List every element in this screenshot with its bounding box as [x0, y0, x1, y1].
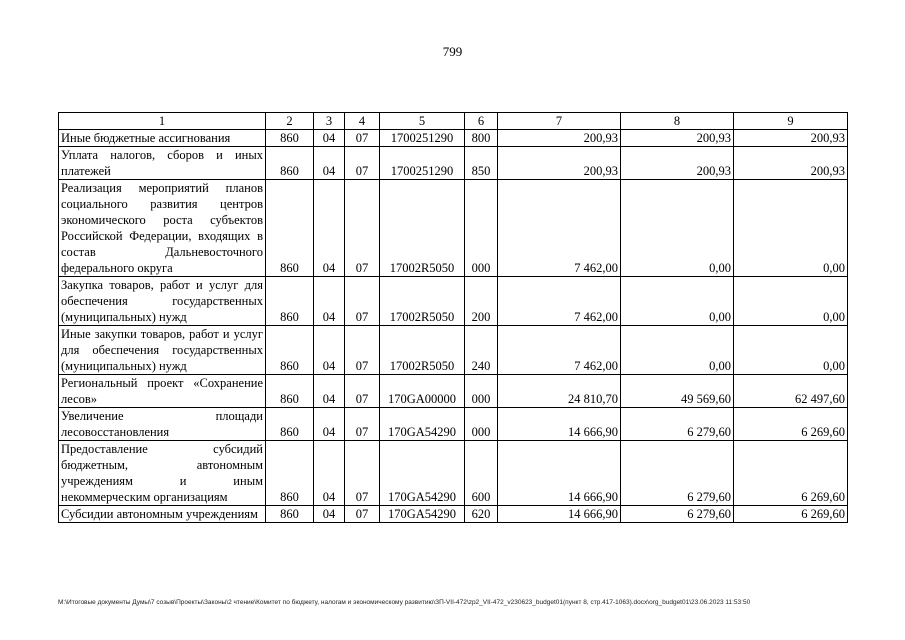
table-row: [59, 441, 848, 506]
cell-col-4: 07: [345, 326, 380, 375]
header-col-7: 7: [498, 113, 621, 130]
cell-col-7: 24 810,70: [498, 375, 621, 408]
cell-col-4: 07: [345, 506, 380, 523]
row-name: Субсидии автономным учреждениям: [59, 506, 266, 523]
cell-col-9: 0,00: [734, 326, 848, 375]
row-name: Иные закупки товаров, работ и услуг для обеспечения государственных (муниципальных) нужд: [59, 326, 266, 375]
row-name: Уплата налогов, сборов и иных платежей: [59, 147, 266, 180]
cell-col-5: 17002R5050: [380, 326, 465, 375]
table-row: [59, 277, 848, 326]
table-row: [59, 506, 848, 523]
cell-col-4: 07: [345, 375, 380, 408]
cell-col-8: 200,93: [621, 147, 734, 180]
cell-col-5: 1700251290: [380, 130, 465, 147]
table-row: [59, 408, 848, 441]
cell-col-6: 000: [465, 180, 498, 277]
cell-col-2: 860: [266, 408, 314, 441]
cell-col-9: 0,00: [734, 180, 848, 277]
cell-col-5: 170GA54290: [380, 408, 465, 441]
cell-col-5: 170GA54290: [380, 506, 465, 523]
table-row: [59, 147, 848, 180]
cell-col-8: 6 279,60: [621, 441, 734, 506]
cell-col-8: 0,00: [621, 277, 734, 326]
cell-col-6: 850: [465, 147, 498, 180]
cell-col-4: 07: [345, 441, 380, 506]
cell-col-6: 800: [465, 130, 498, 147]
cell-col-8: 49 569,60: [621, 375, 734, 408]
cell-col-9: 6 269,60: [734, 441, 848, 506]
cell-col-5: 170GA00000: [380, 375, 465, 408]
cell-col-3: 04: [314, 441, 345, 506]
header-col-9: 9: [734, 113, 848, 130]
cell-col-7: 14 666,90: [498, 441, 621, 506]
cell-col-3: 04: [314, 147, 345, 180]
header-col-2: 2: [266, 113, 314, 130]
cell-col-2: 860: [266, 441, 314, 506]
cell-col-7: 14 666,90: [498, 408, 621, 441]
row-name: Увеличение площади лесовосстановления: [59, 408, 266, 441]
cell-col-4: 07: [345, 408, 380, 441]
cell-col-6: 240: [465, 326, 498, 375]
cell-col-5: 170GA54290: [380, 441, 465, 506]
cell-col-9: 6 269,60: [734, 408, 848, 441]
cell-col-8: 0,00: [621, 180, 734, 277]
row-name: Закупка товаров, работ и услуг для обеспечения государственных (муниципальных) нужд: [59, 277, 266, 326]
cell-col-5: 17002R5050: [380, 277, 465, 326]
cell-col-4: 07: [345, 180, 380, 277]
cell-col-4: 07: [345, 130, 380, 147]
cell-col-3: 04: [314, 326, 345, 375]
cell-col-2: 860: [266, 506, 314, 523]
header-col-1: 1: [59, 113, 266, 130]
cell-col-2: 860: [266, 147, 314, 180]
table-row: [59, 326, 848, 375]
cell-col-7: 7 462,00: [498, 180, 621, 277]
cell-col-3: 04: [314, 130, 345, 147]
cell-col-2: 860: [266, 180, 314, 277]
row-name: Реализация мероприятий планов социального развития центров экономического роста субъектов Российской Федерации, входящих в состав Дальневосточного федерального округа: [59, 180, 266, 277]
header-col-8: 8: [621, 113, 734, 130]
header-col-4: 4: [345, 113, 380, 130]
cell-col-8: 0,00: [621, 326, 734, 375]
cell-col-8: 6 279,60: [621, 408, 734, 441]
cell-col-6: 600: [465, 441, 498, 506]
cell-col-5: 17002R5050: [380, 180, 465, 277]
table-row: [59, 130, 848, 147]
cell-col-6: 200: [465, 277, 498, 326]
row-name: Предоставление субсидий бюджетным, автономным учреждениям и иным некоммерческим организациям: [59, 441, 266, 506]
cell-col-3: 04: [314, 506, 345, 523]
cell-col-7: 200,93: [498, 130, 621, 147]
cell-col-4: 07: [345, 277, 380, 326]
cell-col-3: 04: [314, 375, 345, 408]
header-row: [59, 113, 848, 130]
cell-col-2: 860: [266, 375, 314, 408]
header-col-6: 6: [465, 113, 498, 130]
cell-col-4: 07: [345, 147, 380, 180]
cell-col-9: 62 497,60: [734, 375, 848, 408]
document-path-footer: M:\Итоговые документы Думы\7 созыв\Проекты\Законы\2 чтение\Комитет по бюджету, налогам и экономическому развитию\ЗП-VII-472\zp2_VII-472_v230623_budget01(пункт 8, стр.417-1063).docx\org_budget01\23.06.2023 11:53:50: [58, 599, 751, 606]
cell-col-6: 000: [465, 408, 498, 441]
cell-col-3: 04: [314, 408, 345, 441]
cell-col-8: 200,93: [621, 130, 734, 147]
cell-col-6: 000: [465, 375, 498, 408]
cell-col-2: 860: [266, 277, 314, 326]
cell-col-7: 200,93: [498, 147, 621, 180]
cell-col-2: 860: [266, 326, 314, 375]
row-name: Иные бюджетные ассигнования: [59, 130, 266, 147]
cell-col-9: 200,93: [734, 147, 848, 180]
header-col-5: 5: [380, 113, 465, 130]
cell-col-8: 6 279,60: [621, 506, 734, 523]
cell-col-7: 7 462,00: [498, 326, 621, 375]
cell-col-7: 14 666,90: [498, 506, 621, 523]
cell-col-2: 860: [266, 130, 314, 147]
cell-col-3: 04: [314, 180, 345, 277]
budget-table: [58, 112, 848, 523]
row-name: Региональный проект «Сохранение лесов»: [59, 375, 266, 408]
cell-col-9: 200,93: [734, 130, 848, 147]
cell-col-9: 6 269,60: [734, 506, 848, 523]
header-col-3: 3: [314, 113, 345, 130]
table-row: [59, 375, 848, 408]
cell-col-7: 7 462,00: [498, 277, 621, 326]
table-row: [59, 180, 848, 277]
cell-col-6: 620: [465, 506, 498, 523]
page-number: 799: [442, 44, 463, 59]
cell-col-5: 1700251290: [380, 147, 465, 180]
cell-col-9: 0,00: [734, 277, 848, 326]
cell-col-3: 04: [314, 277, 345, 326]
